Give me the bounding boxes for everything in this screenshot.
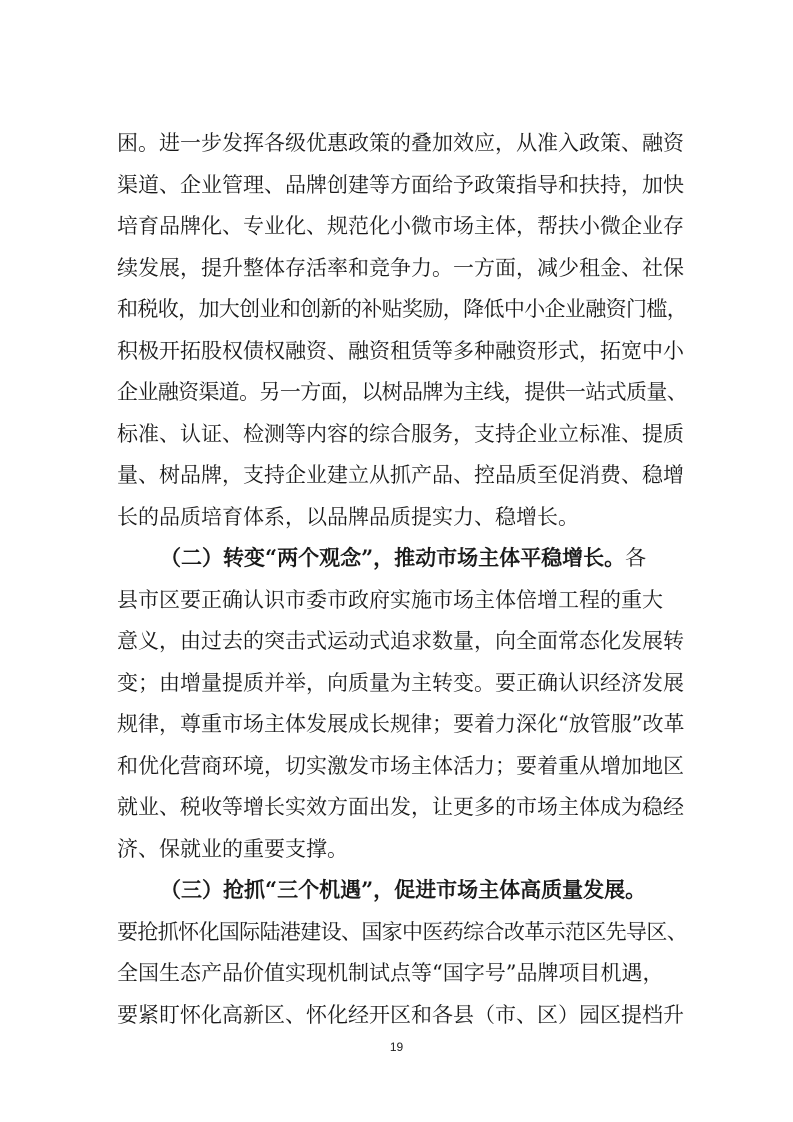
paragraph-line: 县市区要正确认识市委市政府实施市场主体倍增工程的重大 — [117, 588, 663, 612]
paragraph-line: 全国生态产品价值实现机制试点等“国字号”品牌项目机遇， — [117, 961, 664, 985]
paragraph-line: 培育品牌化、专业化、规范化小微市场主体，帮扶小微企业存 — [117, 214, 684, 238]
page-number: 19 — [389, 1040, 404, 1054]
paragraph-line: 变；由增量提质并举，向质量为主转变。要正确认识经济发展 — [117, 671, 684, 695]
section-heading-line — [160, 543, 687, 573]
paragraph-line: 意义，由过去的突击式运动式追求数量，向全面常态化发展转 — [117, 629, 684, 653]
paragraph-line: 济、保就业的重要支撑。 — [117, 837, 348, 861]
section-heading: （二）转变“两个观念”，推动市场主体平稳增长。 — [160, 545, 626, 570]
paragraph-line: 规律，尊重市场主体发展成长规律；要着力深化“放管服”改革 — [117, 712, 685, 736]
paragraph-line: 积极开拓股权债权融资、融资租赁等多种融资形式，拓宽中小 — [117, 339, 684, 363]
paragraph-line: 续发展，提升整体存活率和竞争力。一方面，减少租金、社保 — [117, 256, 684, 280]
paragraph-line: 要抢抓怀化国际陆港建设、国家中医药综合改革示范区先导区、 — [117, 920, 688, 944]
paragraph-line: 渠道、企业管理、品牌创建等方面给予政策指导和扶持，加快 — [117, 173, 684, 197]
paragraph-line: 就业、税收等增长实效方面出发，让更多的市场主体成为稳经 — [117, 795, 684, 819]
paragraph-line: 和优化营商环境，切实激发市场主体活力；要着重从增加地区 — [117, 754, 684, 778]
paragraph-line: 量、树品牌，支持企业建立从抓产品、控品质至促消费、稳增 — [117, 463, 684, 487]
paragraph-line: 要紧盯怀化高新区、怀化经开区和各县（市、区）园区提档升 — [117, 1003, 684, 1027]
paragraph-line: 困。进一步发挥各级优惠政策的叠加效应，从准入政策、融资 — [117, 131, 684, 155]
section-heading: （三）抢抓“三个机遇”，促进市场主体高质量发展。 — [160, 877, 647, 902]
paragraph-line: 和税收，加大创业和创新的补贴奖励，降低中小企业融资门槛， — [117, 297, 688, 321]
paragraph-text: 各 — [625, 546, 647, 570]
paragraph-line: 标准、认证、检测等内容的综合服务，支持企业立标准、提质 — [117, 422, 684, 446]
paragraph-line: 长的品质培育体系，以品牌品质提实力、稳增长。 — [117, 505, 579, 529]
paragraph-line: 企业融资渠道。另一方面，以树品牌为主线，提供一站式质量、 — [117, 380, 688, 404]
